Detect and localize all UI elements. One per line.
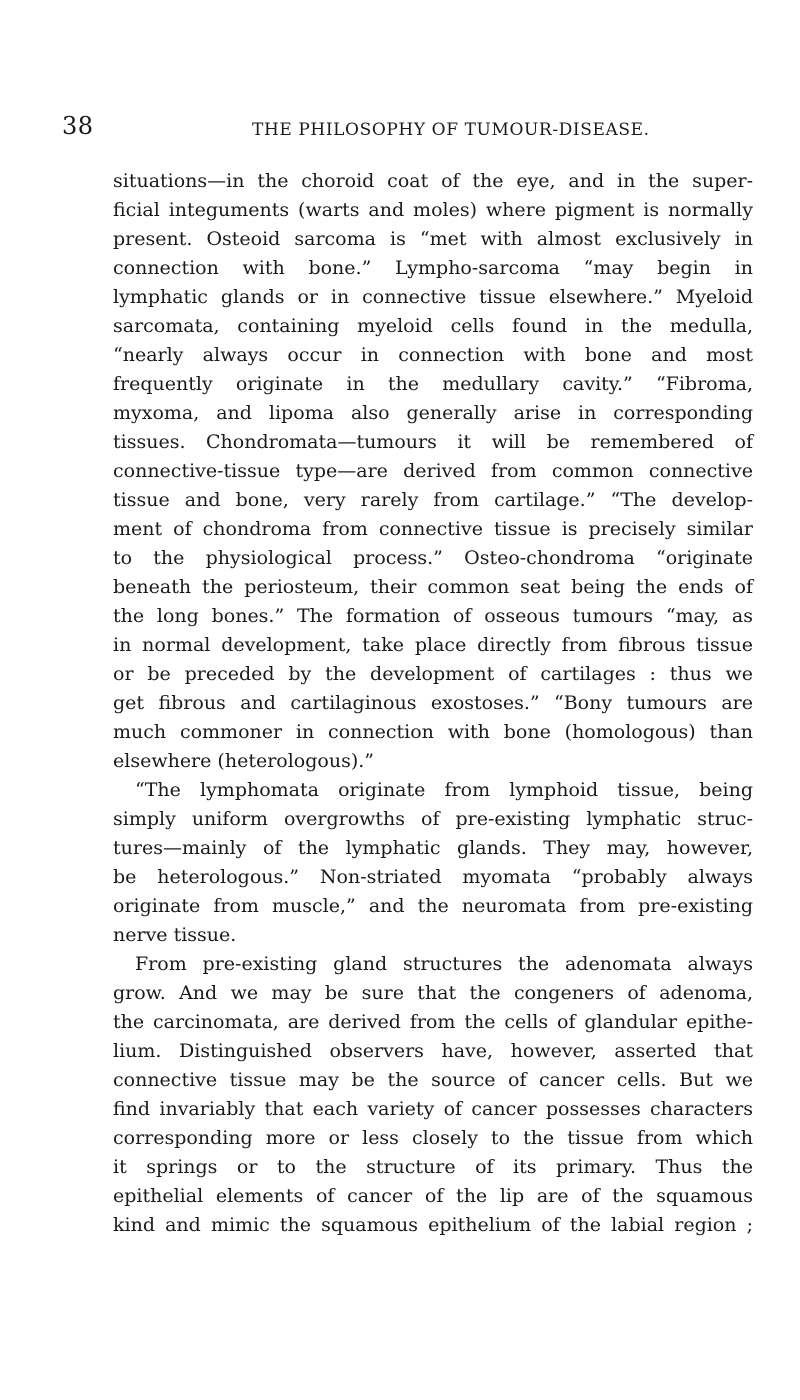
text-line: “The lymphomata originate from lymphoid tissue, being (135, 779, 753, 801)
text-line: beneath the periosteum, their common seat being the ends of (113, 576, 753, 598)
text-line: the carcinomata, are derived from the cells of glandular epithe- (113, 1011, 753, 1033)
text-line: frequently originate in the medullary cavity.” “Fibroma, (113, 373, 753, 395)
text-line: originate from muscle,” and the neuromata from pre-existing (113, 895, 753, 917)
text-line: it springs or to the structure of its primary. Thus the (113, 1156, 753, 1178)
text-line: grow. And we may be sure that the congeners of adenoma, (113, 982, 753, 1004)
text-line: ficial integuments (warts and moles) where pigment is normally (113, 199, 753, 221)
text-line: From pre-existing gland structures the adenomata always (135, 953, 753, 975)
text-line: epithelial elements of cancer of the lip are of the squamous (113, 1185, 753, 1207)
text-line: connective-tissue type—are derived from common connective (113, 460, 753, 482)
text-line: tissues. Chondromata—tumours it will be remembered of (113, 431, 753, 453)
text-line: tissue and bone, very rarely from cartilage.” “The develop- (113, 489, 753, 511)
text-line: much commoner in connection with bone (homologous) than (113, 721, 753, 743)
text-line: simply uniform overgrowths of pre-existing lymphatic struc- (113, 808, 753, 830)
page-header (0, 112, 800, 152)
text-line: present. Osteoid sarcoma is “met with almost exclusively in (113, 228, 753, 250)
text-line: lymphatic glands or in connective tissue elsewhere.” Myeloid (113, 286, 753, 308)
text-line: corresponding more or less closely to the tissue from which (113, 1127, 753, 1149)
running-head: THE PHILOSOPHY OF TUMOUR-DISEASE. (252, 120, 650, 140)
text-line: or be preceded by the development of cartilages : thus we (113, 663, 753, 685)
text-line: tures—mainly of the lymphatic glands. They may, however, (113, 837, 753, 859)
text-line: “nearly always occur in connection with bone and most (113, 344, 753, 366)
text-line: connection with bone.” Lympho-sarcoma “may begin in (113, 257, 753, 279)
body-text (113, 167, 753, 1240)
text-line: ment of chondroma from connective tissue is precisely similar (113, 518, 753, 540)
text-line: lium. Distinguished observers have, however, asserted that (113, 1040, 753, 1062)
text-line: elsewhere (heterologous).” (113, 750, 374, 772)
text-line: find invariably that each variety of cancer possesses characters (113, 1098, 753, 1120)
text-line: connective tissue may be the source of cancer cells. But we (113, 1069, 753, 1091)
text-line: sarcomata, containing myeloid cells found in the medulla, (113, 315, 753, 337)
text-line: in normal development, take place directly from fibrous tissue (113, 634, 753, 656)
text-line: get fibrous and cartilaginous exostoses.” “Bony tumours are (113, 692, 753, 714)
text-line: the long bones.” The formation of osseous tumours “may, as (113, 605, 753, 627)
text-line: be heterologous.” Non-striated myomata “probably always (113, 866, 753, 888)
text-line: to the physiological process.” Osteo-chondroma “originate (113, 547, 753, 569)
text-line: myxoma, and lipoma also generally arise in corresponding (113, 402, 753, 424)
text-line: nerve tissue. (113, 924, 237, 946)
text-line: situations—in the choroid coat of the eye, and in the super- (113, 170, 753, 192)
text-line: kind and mimic the squamous epithelium of the labial region ; (113, 1214, 753, 1236)
page-number: 38 (62, 112, 94, 140)
